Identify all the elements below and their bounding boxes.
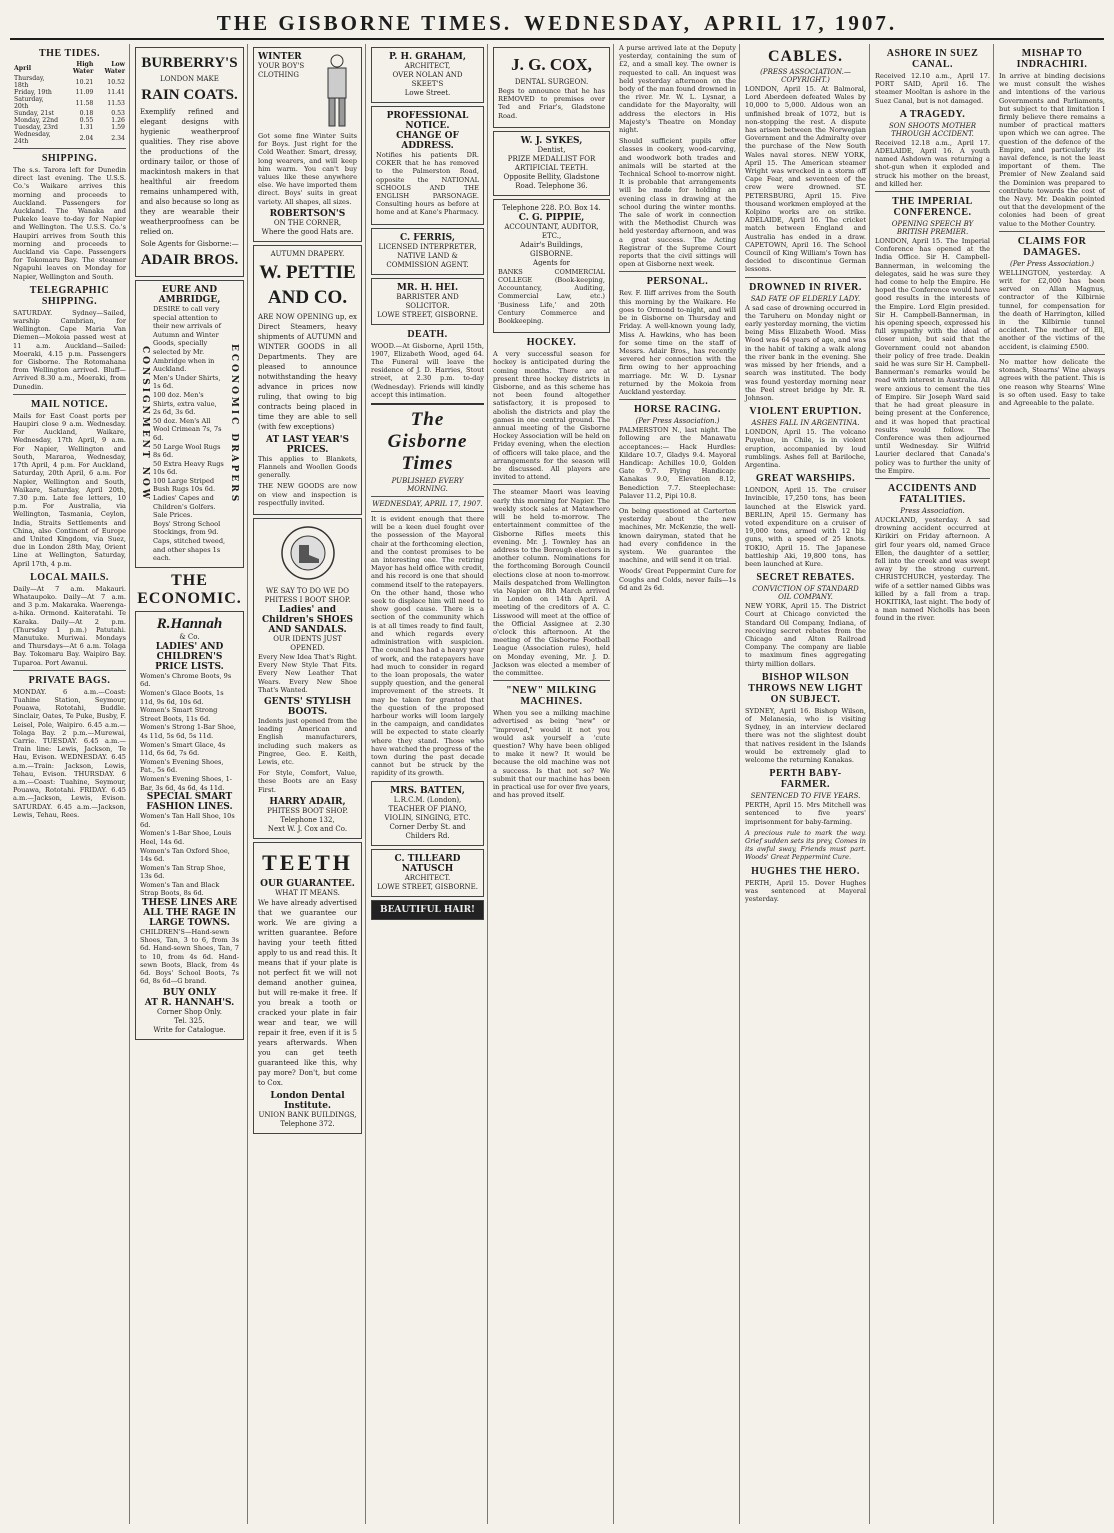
bishop-heading: BISHOP WILSON THROWS NEW LIGHT ON SUBJECT.	[748, 671, 863, 705]
drapers-left-band: CONSIGNMENT NOW	[140, 345, 150, 502]
cox-title: DENTAL SURGEON.	[514, 78, 589, 86]
violent-heading: VIOLENT ERUPTION.	[749, 406, 862, 418]
tide-low: 11.53	[107, 99, 125, 107]
claims-heading: CLAIMS FOR DAMAGES.	[1017, 235, 1087, 258]
last-years-prices: AT LAST YEAR'S PRICES.	[266, 434, 349, 455]
style-note: For Style, Comfort, Value, these Boots are an Easy First.	[258, 769, 357, 794]
pettie-advert	[253, 245, 362, 515]
what-it-means: WHAT IT MEANS.	[275, 888, 340, 897]
list-item: 50 doz. Men's All Wool Crimean 7s, 7s 6d.	[153, 416, 222, 442]
paper-name: THE GISBORNE TIMES.	[216, 11, 513, 35]
pettie-applies: This applies to Blankets, Flannels and Woollen Goods generally.	[258, 454, 357, 480]
woods-advert-text: Woods' Great Peppermint Cure for Coughs and Colds, never fails—1s 6d and 2s 6d.	[619, 567, 736, 592]
teeth-title: TEETH	[262, 849, 353, 875]
perth-heading: PERTH BABY-FARMER.	[769, 768, 842, 791]
column-5	[490, 44, 614, 1524]
personal-text: Rev. F. Iliff arrives from the South this morning by the Waikare. He goes to Ormond to-night, and will be in Gisborne on Thursday and Friday. A well-known young lady, Miss A. Hawkins, who has been for some time on the staff of Messrs. Adair Bros., has recently severed her connection with the firm owing to her approaching marriage. Mr. W. D. Lysnar returned by the Mokoia from Auckland yesterday.	[619, 289, 736, 396]
hannah-tel: Tel. 325.	[174, 1017, 205, 1026]
divider	[619, 503, 736, 504]
graham-over: OVER NOLAN AND SKEET'S	[392, 71, 463, 88]
list-item: Women's Evening Shoes, 1-Bar, 3s 6d, 4s 6d, 4s 11d.	[140, 774, 232, 792]
local-mails-heading: LOCAL MAILS.	[30, 571, 109, 583]
tide-day: Thursday, 18th	[14, 75, 45, 89]
shipping-heading: SHIPPING.	[41, 153, 98, 164]
drapers-right-band: ECONOMIC DRAPERS	[229, 343, 239, 505]
list-item: Women's Smart Glace, 4s 11d, 6s 6d, 7s 6d.	[140, 740, 226, 758]
claims-sub: (Per Press Association.)	[1010, 259, 1094, 268]
accidents-heading: ACCIDENTS AND FATALITIES.	[887, 482, 977, 505]
masthead	[10, 6, 1104, 40]
personal-heading: PERSONAL.	[646, 276, 709, 288]
pettie-name-1: W. PETTIE	[259, 261, 356, 283]
divider	[493, 680, 610, 681]
burberry-sub: LONDON MAKE	[160, 75, 219, 83]
editorial-text: It is evident enough that there will be a keen duel fought over the possession of the Mayoral chair at the forthcoming election, and the contest promises to be an interesting one. The retiring Mayor has held office with credit, and his record is one that should commend itself to the ratepayers. On the other hand, those who seek to displace him will need to show good cause. There is a section of the community which is at all times ready to find fault, and which regards every administration with suspicion. The council has had a heavy year of work, and the ratepayers have had much to consider in regard to the loan proposals, the water supply question, and the general improvement of the streets. It may be taken for granted that the question of the proposed harbour works will loom largely in the campaign, and candidates will be expected to state clearly where they stand. Those who have watched the progress of the town during the past decade cannot but be struck by the rapidity of its growth.	[371, 515, 484, 778]
harry-shop: PHITESS BOOT SHOP.	[267, 806, 348, 815]
tides-header-row	[13, 61, 126, 75]
coker-notice	[371, 106, 484, 225]
horse-racing-sub: (Per Press Association.)	[635, 417, 720, 426]
harry-tel: Telephone 132,	[280, 815, 335, 824]
graham-street: Lowe Street.	[404, 89, 451, 97]
table-row	[13, 75, 126, 89]
list-item: Women's Tan Hall Shoe, 10s 6d.	[140, 812, 235, 829]
death-text: WOOD.—At Gisborne, April 15th, 1907, Elizabeth Wood, aged 64. The Funeral will leave the residence of J. D. Harries, Stout street, at 2.30 p.m. to-day (Wednesday). Friends will kindly accept this intimation.	[371, 341, 484, 399]
tide-day: Saturday, 20th	[14, 96, 44, 110]
divider	[371, 496, 484, 497]
list-item: Women's Evening Shoes, Pat., 5s 6d.	[140, 757, 224, 775]
batten-qual: L.R.C.M. (London),	[393, 795, 462, 804]
burberry-advert	[135, 47, 244, 277]
sykes-title: Dentist,	[537, 145, 566, 154]
pettie-new-goods: THE NEW GOODS are now on view and inspection is respectfully invited.	[258, 482, 357, 507]
perth-text: PERTH, April 15. Mrs Mitchell was sentenced to five years' imprisonment for baby-farming.	[745, 801, 866, 826]
pettie-name-2: AND CO.	[267, 286, 348, 308]
tide-high: 1.31	[79, 124, 94, 131]
column-9	[996, 44, 1108, 1524]
divider	[13, 148, 126, 149]
divider	[493, 484, 610, 485]
list-item: 50 Extra Heavy Rugs 10s 6d.	[153, 459, 224, 477]
table-row	[13, 131, 126, 145]
ashore-heading: ASHORE IN SUEZ CANAL.	[886, 48, 979, 70]
natusch-title: ARCHITECT.	[404, 873, 451, 882]
boy-figure-illustration	[317, 52, 357, 132]
tide-low: 11.41	[107, 89, 125, 96]
table-row	[13, 110, 126, 117]
corner-shop: Corner Shop Only.	[156, 1008, 223, 1017]
hannah-logo: R.Hannah	[156, 615, 223, 632]
list-item: DESIRE to call very special attention to their new arrivals of Autumn and Winter Goods, specially selected by Mr. Ambridge when in Auckland.	[153, 305, 222, 374]
columns	[10, 44, 1104, 1524]
ferris-card	[371, 228, 484, 275]
table-row	[13, 89, 126, 96]
divider	[13, 394, 126, 395]
hockey-heading: HOCKEY.	[526, 337, 577, 349]
ferris-title: LICENSED INTERPRETER,	[378, 242, 477, 251]
graham-card	[371, 47, 484, 103]
sykes-name: W. J. SYKES,	[520, 135, 583, 146]
secret-heading: SECRET REBATES.	[756, 572, 855, 584]
table-row	[13, 124, 126, 131]
horse-racing-heading: HORSE RACING.	[633, 404, 722, 416]
tide-low: 1.26	[111, 117, 125, 124]
burberry-title: BURBERRY'S	[141, 55, 238, 71]
rage-note: THESE LINES ARE ALL THE RAGE IN LARGE TOWNS.	[141, 898, 238, 929]
hannah-price-lists: PRICE LISTS.	[155, 661, 224, 672]
list-item: Ladies' Capes and Children's Golfers. Sale Prices.	[153, 494, 216, 520]
local-news-text: The steamer Maori was leaving early this morning for Napier. The weekly stock sales at Matawhero will be held to-morrow. The entertainment committee of the Gisborne Rifles meets this evening. Mr. J. Townley has an address to the Borough electors in another column. Nominations for the forthcoming Borough Council elections close at noon to-morrow. Mails despatched from Wellington via Napier on 8th March arrived in London on 14th April. A meeting of the creditors of A. C. Lisswood will meet at the office of the Official Assignee at 2.30 o'clock this afternoon. At the meeting of the Gisborne Football League (Association rules), held on Monday evening, Mr. J. D. Jackson was elected a member of the committee.	[493, 488, 610, 677]
tide-high: 10.21	[75, 78, 94, 86]
hannah-head: LADIES' AND CHILDREN'S	[155, 641, 224, 662]
burberry-text: Exemplify refined and elegant designs with hygienic weatherproof qualities. They rise above the productions of the ordinary tailor, or those of mackintosh makers in that healthful air freedom remains unhampered with, and also because so long as they are wearable their weatherproofness can be relied on.	[140, 108, 239, 236]
hannah-logo-sub: & Co.	[179, 632, 200, 641]
list-item: Men's Under Shirts, 1s 6d.	[153, 373, 221, 391]
milking-text: When you see a milking machine advertised as being "new" or "improved," would it not you would ask yourself a 'cute question? Why have been obliged to make it new? It would be because the old machine was not a success. Is that not so? We submit that our machine has been in practical use for over five years, and has proved itself.	[493, 709, 610, 800]
accidents-text: AUCKLAND, yesterday. A sad drowning accident occurred at Kirikiri on Friday afternoon. A girl four years old, named Grace Ellen, the daughter of a settler, fell into the creek and was swept away by the strong current. CHRISTCHURCH, yesterday. The wife of a settler named Gibbs was killed by a fall from a trap. HOKITIKA, last night. The body of a man named Nicholls has been found in the river.	[875, 515, 990, 623]
special-lines-title: SPECIAL SMART FASHION LINES.	[146, 792, 233, 813]
burberry-agent: Sole Agents for Gisborne:—	[140, 240, 239, 248]
tide-low: 1.59	[111, 124, 125, 131]
change-address: CHANGE OF ADDRESS.	[396, 131, 459, 151]
harry-adair: HARRY ADAIR,	[269, 796, 346, 807]
column-2	[132, 44, 248, 1524]
hockey-text: A very successful season for hockey is anticipated during the coming months. There are at present three hockey districts in Gisborne, and as this scheme has not been found altogether satisfactory, it is proposed to abolish the districts and play the games in one central ground. The annual meeting of the Gisborne Hockey Association will be held on Friday evening, when the election of officers will take place, and the arrangements for the season will be discussed. All players are invited to attend.	[493, 350, 610, 482]
tragedy-heading: A TRAGEDY.	[899, 108, 966, 120]
tide-low: 10.52	[107, 78, 125, 86]
adair-boot-advert	[253, 518, 362, 839]
economic-title: THE ECONOMIC.	[137, 571, 242, 607]
private-bags-text: MONDAY. 6 a.m.—Coast: Tuahine Station, Seymour, Pouawa, Rototahi, Buddle. Sinclair, Oates, Te Puke, Busby, F. Leisel, Pole, Waipiro. 6.45 a.m.—Tolaga Bay. 2 p.m.—Murewai, Carrie. TUESDAY. 6.45 a.m.—Train line: Lewis, Jackson, Te Hau, Evison. WEDNESDAY. 6.45 a.m.—Train: Jackson, Lewis, Tehau, Evison. THURSDAY. 6 a.m.—Coast: Tuahine, Seymour, Pouawa, Rototahi. FRIDAY. 6.45 a.m.—Jackson, Lewis, Evison. SATURDAY. 6.45 a.m.—Jackson, Lewis, Tehau, Rees.	[13, 687, 126, 819]
divider	[619, 271, 736, 272]
gents-text: Indents just opened from the leading American and English manufacturers, including such makers as Pingree, Geo. E. Keith, Lewis, etc.	[258, 717, 357, 767]
milking-text-2: On being questioned at Carterton yesterday about the new machines, Mr. McKenzie, the well-known dairyman, stated that he had every confidence in the system. We guarantee the machine, and will send it on trial.	[619, 506, 736, 565]
tragedy-text: Received 12.18 a.m., April 17. ADELAIDE, April 16. A youth named Ashdown was returning a shot-gun when it exploded and struck his mother on the breast, and killed her.	[875, 138, 990, 188]
hei-title: BARRISTER AND SOLICITOR.	[396, 292, 459, 310]
batten-address: Corner Derby St. and Childers Rd.	[389, 822, 466, 840]
ferris-name: C. FERRIS,	[399, 232, 455, 243]
tide-high: 11.58	[75, 99, 94, 107]
divider	[999, 231, 1105, 232]
list-item: Women's Smart Strong Street Boots, 11s 6d.	[140, 706, 218, 723]
cables-text: LONDON, April 15. At Balmoral, Lord Aberdeen defeated Wales by 10,000 to 5,000. Aldous won an unfinished break of 1072, but is non-stopping the rest. A dispute has arisen between the Norwegian Government and the Admiralty over the purchase of the New South Wales naval stores. NEW YORK, April 15. The American steamer Wright was wrecked in a storm off Cape Fear, and seventeen of the crew were drowned. ST. PETERSBURG, April 15. Five thousand workmen employed at the Kolpino works are on strike. ADELAIDE, April 16. The cricket match between England and Australia has ended in a draw. CAPETOWN, April 16. The School Council of King William's Town has decided to discontinue German lessons.	[745, 85, 866, 274]
childrens-list: CHILDREN'S—Hand-sewn Shoes, Tan, 3 to 6, from 3s 6d. Hand-sewn Shoes, Tan, 7 to 10, from 4s 6d. Hand-sewn Boots, Black, from 4s 6d. Boys' School Boots, 7s 6d, 8s 6d—G brand.	[140, 928, 239, 986]
warships-heading: GREAT WARSHIPS.	[755, 473, 856, 485]
final-advert-text: No matter how delicate the stomach, Stearns' Wine always agrees with the patient. This is one reason why Stearns' Wine is so often used. Easy to take and Agreeable to the palate.	[999, 357, 1105, 407]
claims-text: WELLINGTON, yesterday. A writ for £2,000 has been served on Allan Magnus, contractor of the Kilbirnie tunnel, for compensation for the death of Harrington, killed in the Kilbirnie tunnel accident. The mother of Ell, another of the victims of the accident, is claiming £500.	[999, 268, 1105, 351]
robertsons-name: ROBERTSON'S	[269, 208, 346, 219]
tide-day: Friday, 19th	[14, 89, 52, 96]
gents-boots: GENTS' STYLISH BOOTS.	[263, 697, 352, 718]
every-new: Every New Idea That's Right. Every New Style That Fits. Every New Leather That Wears. Every New Shoe That's Wanted.	[258, 653, 357, 694]
teeth-advert	[253, 842, 362, 1134]
local-mails-text: Daily—At 7 a.m. Makauri. Whataupoko. Daily—At 7 a.m. and 3 p.m. Makaraka. Waerenga-a-hika. Ormond. Kaiteratahi. Te Karaka. Daily—At 2 p.m. (Thursday 1 p.m.) Patutahi. Manutuke. Muriwai. Mondays and Thursdays—At 6 a.m. Tolaga Bay. Tokomaru Bay. Waipiro Bay. Tuparoa. Port Awanui.	[13, 584, 126, 667]
graham-name: P. H. GRAHAM,	[388, 52, 467, 62]
autumn-drapery: AUTUMN DRAPERY.	[270, 249, 345, 258]
tide-high: 2.04	[79, 134, 94, 142]
write-catalogue: Write for Catalogue.	[153, 1026, 226, 1035]
professional-notice: PROFESSIONAL NOTICE.	[386, 111, 469, 131]
accidents-sub: Press Association.	[900, 506, 965, 515]
hughes-heading: HUGHES THE HERO.	[751, 865, 860, 877]
on-the-corner: ON THE CORNER,	[273, 218, 342, 227]
warships-text: LONDON, April 15. The cruiser Invincible, 17,250 tons, has been launched at the Elswick yard. BERLIN, April 15. Germany has voted expenditure on a cruiser of 19,000 tons, armed with 12 big guns, with a speed of 25 knots. TOKIO, April 15. The Japanese battleship Aki, 19,800 tons, has been launched at Kure.	[745, 486, 866, 568]
tides-table	[13, 61, 126, 145]
shoes-sandals: Ladies' and Children's SHOES AND SANDALS.	[261, 605, 353, 636]
telegraphic-text: SATURDAY. Sydney—Sailed, warship Cambrian, for Wellington. Cape Maria Van Diemen—Mokoia passed west at 11 a.m. Auckland—Sailed: Moeraki, 4.15 p.m. Passengers for Gisborne. The Rotomahana from Wellington arrived. Bluff—Arrived 8.30 a.m., Moeraki, from Dunedin.	[13, 308, 126, 391]
buy-only: BUY ONLY	[162, 988, 217, 999]
winter-text: Got some fine Winter Suits for Boys. Just right for the Cold Weather. Smart, dressy, long wearers, and will keep him warm. You can't buy values like these anywhere else. We have imported them direct. Boys' suits in great variety. All shapes, all sizes.	[258, 132, 357, 206]
robertsons-advert	[253, 47, 362, 242]
list-item: 100 Large Striped Bush Rugs 10s 6d.	[153, 476, 216, 494]
next-to-cox: Next W. J. Cox and Co.	[267, 824, 348, 833]
winter-title: WINTER	[258, 52, 302, 62]
batten-teacher: TEACHER OF PIANO, VIOLIN, SINGING, ETC.	[384, 804, 471, 822]
sykes-address: Opposite Bellity, Gladstone Road. Telephone 36.	[503, 172, 600, 190]
list-item: Women's Tan Oxford Shoe, 14s 6d.	[140, 846, 230, 864]
union-bank: UNION BANK BUILDINGS,	[258, 1110, 357, 1119]
coker-text: Notifies his patients DR. COKER that he has removed to the Palmerston Road, opposite the NATIONAL SCHOOLS AND THE ENGLISH PARSONAGE. Consulting hours as before at home and at Kane's Pharmacy.	[376, 151, 479, 217]
pippie-card	[493, 199, 610, 333]
local-news-text-2: A purse arrived late at the Deputy yesterday, containing the sum of £2, and a small key. The owner is requested to call. An inquest was held yesterday afternoon on the body of the man found drowned in the river. Mr. W. L. Lysnar, a candidate for the Mayoralty, will address the electors in His Majesty's Theatre on Monday night.	[619, 44, 736, 135]
pippie-name: C. G. PIPPIE,	[518, 212, 585, 223]
column-3	[250, 44, 366, 1524]
hei-street: LOWE STREET, GISBORNE.	[377, 310, 478, 319]
secret-sub: CONVICTION OF STANDARD OIL COMPANY.	[752, 585, 859, 602]
column-1	[10, 44, 130, 1524]
tides-col-low: Low Water	[104, 61, 125, 75]
hei-name: MR. H. HEI.	[396, 282, 459, 293]
burberry-main: RAIN COATS.	[141, 87, 238, 103]
imperial-heading: THE IMPERIAL CONFERENCE.	[892, 196, 973, 219]
tide-high: 0.18	[79, 110, 94, 117]
winter-sub1: YOUR BOY'S	[258, 62, 305, 70]
private-bags-heading: PRIVATE BAGS.	[28, 674, 111, 686]
emblem-shop: PHITESS I BOOT SHOP.	[264, 596, 351, 605]
tides-heading: THE TIDES.	[39, 48, 100, 59]
tide-day: Wednesday, 24th	[14, 131, 51, 145]
list-item: Caps, stitched tweed, and other shapes 1s each.	[153, 537, 226, 563]
tides-col-day: April	[14, 64, 32, 72]
idents-opened: OUR IDENTS JUST OPENED.	[273, 635, 342, 653]
pippie-title: ACCOUNTANT, AUDITOR, ETC.,	[504, 222, 599, 240]
milking-heading: "NEW" MILKING MACHINES.	[506, 685, 597, 708]
hannah-advert	[135, 611, 244, 1041]
pippie-agents: Agents for	[533, 258, 570, 267]
paper-title: The Gisborne Times	[387, 409, 468, 475]
column-7	[742, 44, 870, 1524]
tide-day: Monday, 22nd	[14, 117, 59, 124]
boot-shop-emblem	[263, 523, 353, 583]
shipping-text: The s.s. Tarora left for Dunedin direct last evening. The U.S.S. Co.'s Waikare arrives this morning and proceeds to Auckland. Passengers for Auckland. The Wanaka and Pukeko leave to-day for Napier and Wellington. The U.S.S. Co.'s Haupiri arrives from South this morning and proceeds to Auckland via Cape. Passengers for Tokomaru Bay. The steamer Ngapuhi leaves on Monday for Napier, Wellington and South.	[13, 166, 126, 281]
list-item: Women's 1-Bar Shoe, Louis Heel, 14s 6d.	[140, 829, 232, 846]
pippie-banks: BANKS COMMERCIAL COLLEGE (Book-keeping, Accountancy, Auditing, Commercial Law, etc.) 'Business Life,' and 20th Century Commerce and Bookkeeping.	[498, 267, 605, 326]
hughes-text: PERTH, April 15. Dover Hughes was sentenced at Mayeral yesterday.	[745, 878, 866, 904]
column-4	[368, 44, 488, 1524]
published-line: PUBLISHED EVERY MORNING.	[391, 477, 464, 494]
ashore-text: Received 12.10 a.m., April 17. PORT SAID, April 16. The steamer Mooltan is ashore in the Suez Canal, but is not damaged.	[875, 72, 990, 105]
teeth-text: We have already advertised that we guarantee our work. We are giving a written guarantee. Before having your teeth fitted apply to us and read this. It means that if your plate is not perfect fit we will not demand another guinea, but will re-make it free. If you break a tooth or cracked your plate in fair wear and tear, we will repair it free, even if it is 5 years afterwards. When you can get teeth guaranteed like this, why pay more? Don't, but come to Cox.	[258, 898, 357, 1087]
cables-sub: (PRESS ASSOCIATION.—COPYRIGHT.)	[760, 68, 851, 84]
mail-text: Mails for East Coast ports per Haupiri close 9 a.m. Wednesday. For Auckland, Waikare, Wednesday, 17th April, 9 a.m. For Napier, Wellington and South, Mararoa, Wednesday, 17th April, 4 p.m. For Auckland, Saturday, 20th April, 6 a.m. For Napier, Wellington and South, Waikare, Saturday, April 20th, 7.30 p.m. Late fee letters, 10 p.m. For Australia, via Wellington, Tasmania, Ceylon, India, Straits Settlements and China, also Continent of Europe and United Kingdom, via Suez, due in London 28th May, Orient Line at Wellington, Saturday, April 17th, 4 p.m.	[13, 411, 126, 568]
list-item: Women's Strong 1-Bar Shoe, 4s 11d, 5s 6d, 5s 11d.	[140, 723, 237, 740]
violent-sub: ASHES FALL IN ARGENTINA.	[751, 419, 860, 428]
divider	[13, 670, 126, 671]
drowned-heading: DROWNED IN RIVER.	[749, 281, 862, 293]
table-row	[13, 117, 126, 124]
hannah-shop: AT R. HANNAH'S.	[144, 998, 235, 1009]
list-item: Women's Glace Boots, 1s 11d, 9s 6d, 10s 6d.	[140, 689, 224, 706]
perth-sub: SENTENCED TO FIVE YEARS.	[750, 792, 861, 801]
tide-day: Sunday, 21st	[14, 110, 54, 117]
burberry-shop: ADAIR BROS.	[140, 252, 239, 268]
london-dental: London Dental Institute.	[270, 1090, 345, 1111]
editorial-text-2: Should sufficient pupils offer classes in cookery, wood-carving, and woodwork both trades and animals will be started at the Technical School to-morrow night. It is probable that arrangements will be made for holding an evening class in drawing at the school during the winter months. The sale of work in connection with the Methodist Church was held yesterday afternoon, and was a great success. The Acting Registrar of the Supreme Court reports that the civil sittings will open at Gisborne next week.	[619, 137, 736, 269]
table-row	[13, 96, 126, 110]
mishap-text: In arrive at binding decisions we must consult the wishes and intentions of the various Governments and Parliaments, but subject to that limitation I firmly believe there remains a number of practical matters upon which we can agree. The question of the defence of the Empire, and particularly its naval defence, is not the least important of them. The Premier of New Zealand said the Dominion was prepared to contribute towards the cost of the Navy. Mr. Deakin pointed out that the development of the colonies had been of great value to the Mother Country.	[999, 72, 1105, 228]
tide-high: 11.09	[75, 89, 94, 96]
beautiful-hair: BEAUTIFUL HAIR!	[379, 904, 476, 915]
horse-racing-text: PALMERSTON N., last night. The following are the Manawatu acceptances:— Hack Hurdles: Kildare 10.7, Gladys 9.4. Mayoral Handicap: Achilles 10.0, Golden Gate 9.7. Flying Handicap: Kanakas 9.0, Elevation 8.12, Benediction 7.7. Steeplechase: Palaver 11.2, Pipi 10.8.	[619, 426, 736, 500]
mishap-heading: MISHAP TO INDRACHIRI.	[1016, 48, 1088, 70]
imperial-text: LONDON, April 15. The Imperial Conference has opened at the India Office. Sir H. Campbell-Bannerman, in welcoming the delegates, said he was sure they had come to help the Empire. He hoped the Conference would have good results in the interests of the Empire. Lord Elgin presided. Sir H. Campbell-Bannerman, in his opening speech, expressed his full sympathy with the ideal of closer union, but said that the Government could not abandon their policy of free trade. Deakin said he was sure Sir H. Campbell-Bannerman's remarks would be read with interest in Australia. All were anxious to cement the ties of Empire. Sir Joseph Ward said that he had great pleasure in being present at the Conference, and it was hoped that practical results would follow. The Conference was then adjourned until Wednesday. Sir Wilfrid Laurier declared that Canada's policy was to further the unity of the Empire.	[875, 237, 990, 475]
drapers-advert	[135, 280, 244, 568]
death-heading: DEATH.	[407, 328, 448, 340]
winter-sub2: CLOTHING	[258, 71, 299, 79]
telegraphic-heading: TELEGRAPHIC SHIPPING.	[29, 284, 110, 307]
issue-day: WEDNESDAY,	[524, 11, 692, 35]
sykes-prize: PRIZE MEDALLIST FOR ARTIFICIAL TEETH.	[507, 154, 596, 172]
tide-high: 0.55	[79, 117, 94, 124]
mail-heading: MAIL NOTICE.	[30, 398, 109, 410]
natusch-card	[371, 849, 484, 897]
graham-title: ARCHITECT,	[404, 62, 451, 70]
sykes-card	[493, 131, 610, 196]
tragedy-sub: SON SHOOTS MOTHER THROUGH ACCIDENT.	[888, 121, 976, 138]
our-guarantee: OUR GUARANTEE.	[260, 878, 355, 889]
hei-card	[371, 278, 484, 325]
divider	[371, 403, 484, 405]
beautiful-hair-advert	[371, 900, 484, 920]
list-item: 100 doz. Men's Shirts, extra value, 2s 6d, 3s 6d.	[153, 390, 217, 417]
editorial-date: WEDNESDAY, APRIL 17, 1907.	[372, 500, 483, 509]
drowned-sub: SAD FATE OF ELDERLY LADY.	[750, 294, 861, 303]
pippie-tel: Telephone 228. P.O. Box 14.	[502, 203, 601, 212]
divider	[745, 277, 866, 278]
pettie-text: ARE NOW OPENING up, ex Direct Steamers, heavy shipments of AUTUMN and WINTER GOODS in all Departments. They are pleased to announce notwithstanding the heavy advance in prices now ruling, that owing to big contracts being placed in time they are able to sell (with few exceptions)	[258, 312, 357, 431]
divider	[875, 191, 990, 192]
divider	[875, 478, 990, 479]
divider	[999, 354, 1105, 355]
tides-col-high: High Water	[72, 61, 94, 75]
natusch-street: LOWE STREET, GISBORNE.	[377, 882, 478, 891]
cox-text: Begs to announce that he has REMOVED to premises over Ted and Friar's, Gladstone Road.	[498, 87, 605, 120]
list-item: 50 Large Wool Rugs 8s 6d.	[153, 442, 221, 460]
poem-text: A precious rule to mark the way. Grief sudden sets its prey, Comes in its awful sway, Friends must part. Woods' Great Peppermint Cure.	[745, 828, 866, 862]
good-hats: Where the good Hats are.	[261, 227, 354, 236]
tide-day: Tuesday, 23rd	[14, 124, 58, 131]
secret-text: NEW YORK, April 15. The District Court at Chicago convicted the Standard Oil Company, Indiana, of receiving secret rebates from the Chicago and Alton Railroad Company. The company are liable to maximum fines aggregating thirty million dollars.	[745, 602, 866, 668]
cox-dental-card	[493, 47, 610, 128]
column-8	[872, 44, 994, 1524]
batten-card	[371, 781, 484, 846]
list-item: Women's Tan Strap Shoe, 13s 6d.	[140, 863, 226, 881]
pippie-address: Adair's Buildings, GISBORNE.	[520, 240, 583, 258]
divider	[619, 399, 736, 400]
imperial-sub: OPENING SPEECH BY BRITISH PREMIER.	[891, 220, 974, 237]
column-6	[616, 44, 740, 1524]
cables-heading: CABLES.	[767, 48, 844, 65]
issue-date: APRIL 17, 1907.	[704, 11, 898, 35]
tide-low: 2.34	[111, 134, 125, 142]
drowned-text: A sad case of drowning occurred in the Taruheru on Monday night or early yesterday morning, the victim being Miss Elizabeth Wood. Miss Wood was 64 years of age, and was in the habit of taking a walk along the river bank in the evening. She was missed by her friends, and a search was instituted. The body was found yesterday morning near the Peel street bridge by Mr. R. Johnson.	[745, 303, 866, 402]
dental-telephone: Telephone 372.	[280, 1119, 335, 1128]
tide-low: 0.53	[111, 110, 125, 117]
list-item: Women's Chrome Boots, 9s 6d.	[140, 671, 232, 689]
batten-name: MRS. BATTEN,	[390, 785, 465, 796]
divider	[371, 511, 484, 512]
violent-text: LONDON, April 15. The volcano Puyehue, in Chile, is in violent eruption, accompanied by loud rumblings. Ashes fell at Bariloche, Argentina.	[745, 428, 866, 469]
drapers-title: EURE AND AMBRIDGE,	[158, 285, 221, 305]
cox-name: J. G. COX,	[511, 55, 592, 74]
ferris-agent: NATIVE LAND & COMMISSION AGENT.	[386, 251, 469, 269]
list-item: Women's Tan and Black Strap Boots, 8s 6d.	[140, 880, 220, 898]
list-item: Boys' Strong School Stockings, from 9d.	[153, 519, 221, 537]
emblem-motto: WE SAY TO DO WE DO	[265, 587, 350, 596]
bishop-text: SYDNEY, April 16. Bishop Wilson, of Melanesia, who is visiting Sydney, in an interview declared there was not the slightest doubt that natives resident in the Islands would be extremely glad to welcome the returning Kanakas.	[745, 706, 866, 764]
natusch-name: C. TILLEARD NATUSCH	[394, 853, 461, 874]
